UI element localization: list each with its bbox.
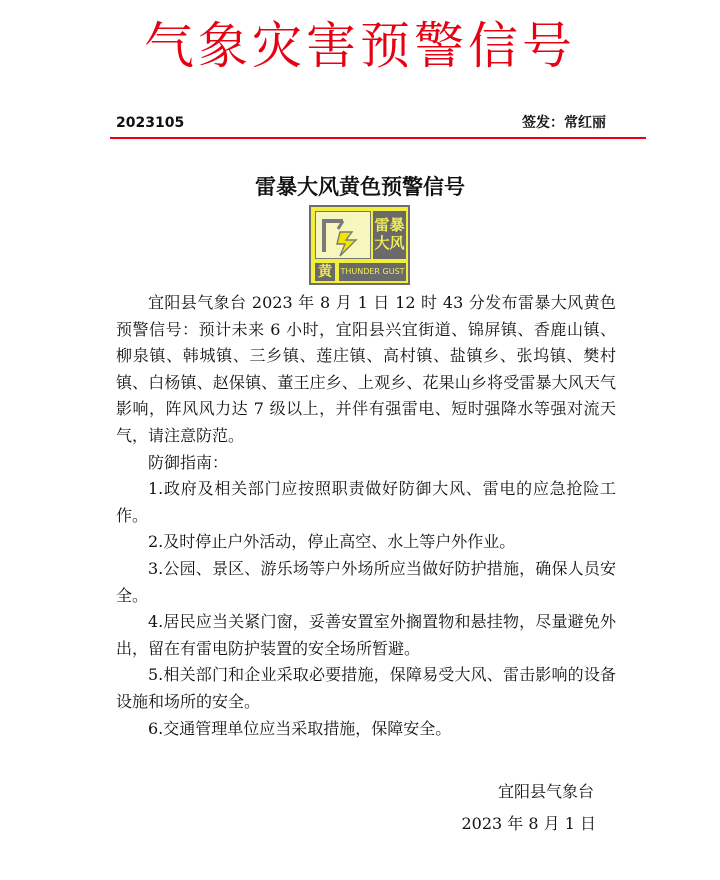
guide-heading: 防御指南： — [148, 452, 229, 472]
thunder-gust-icon — [315, 211, 371, 259]
document-body — [116, 290, 616, 742]
masthead-title: 气象灾害预警信号 — [144, 17, 576, 75]
signal-level-label: 黄 — [315, 263, 335, 281]
guideline-item: 2.及时停止户外活动，停止高空、水上等户外作业。 — [148, 532, 516, 552]
header-divider — [110, 137, 646, 139]
signal-name-label: 雷暴大风 — [373, 211, 406, 259]
guideline-item: 5.相关部门和企业采取必要措施，保障易受大风、雷击影响的设备设施和场所的安全。 — [116, 665, 616, 711]
guideline-item: 4.居民应当关紧门窗，妥善安置室外搁置物和悬挂物，尽量避免外出，留在有雷电防护装置的安全场所暂避。 — [116, 612, 616, 658]
issue-date: 2023 年 8 月 1 日 — [461, 814, 596, 833]
guideline-item: 3.公园、景区、游乐场等户外场所应当做好防护措施，确保人员安全。 — [116, 558, 616, 605]
signer: 签发：常红丽 — [522, 115, 606, 131]
thunder-gust-yellow-signal-icon — [309, 205, 410, 285]
signal-english-label: THUNDER GUST — [339, 263, 406, 281]
document-meta — [116, 112, 606, 134]
announcement-paragraph: 宜阳县气象台 2023 年 8 月 1 日 12 时 43 分发布雷暴大风黄色预警信号：预计未来 6 小时，宜阳县兴宜街道、锦屏镇、香鹿山镇、柳泉镇、韩城镇、三乡镇、莲庄镇、高村镇、盐镇乡、张坞镇、樊村镇、白杨镇、赵保镇、董王庄乡、上观乡、花果山乡将受雷暴大风天气影响，阵风风力达 7 级以上，并伴有强雷电、短时强降水等强对流天气，请注意防范。 — [116, 293, 616, 445]
document-title: 雷暴大风黄色预警信号 — [255, 175, 465, 199]
issuer-signature: 宜阳县气象台 — [497, 782, 594, 801]
guideline-item: 6.交通管理单位应当采取措施，保障安全。 — [148, 718, 452, 738]
document-number: 2023105 — [116, 115, 185, 131]
guideline-item: 1.政府及相关部门应按照职责做好防御大风、雷电的应急抢险工作。 — [116, 479, 616, 525]
